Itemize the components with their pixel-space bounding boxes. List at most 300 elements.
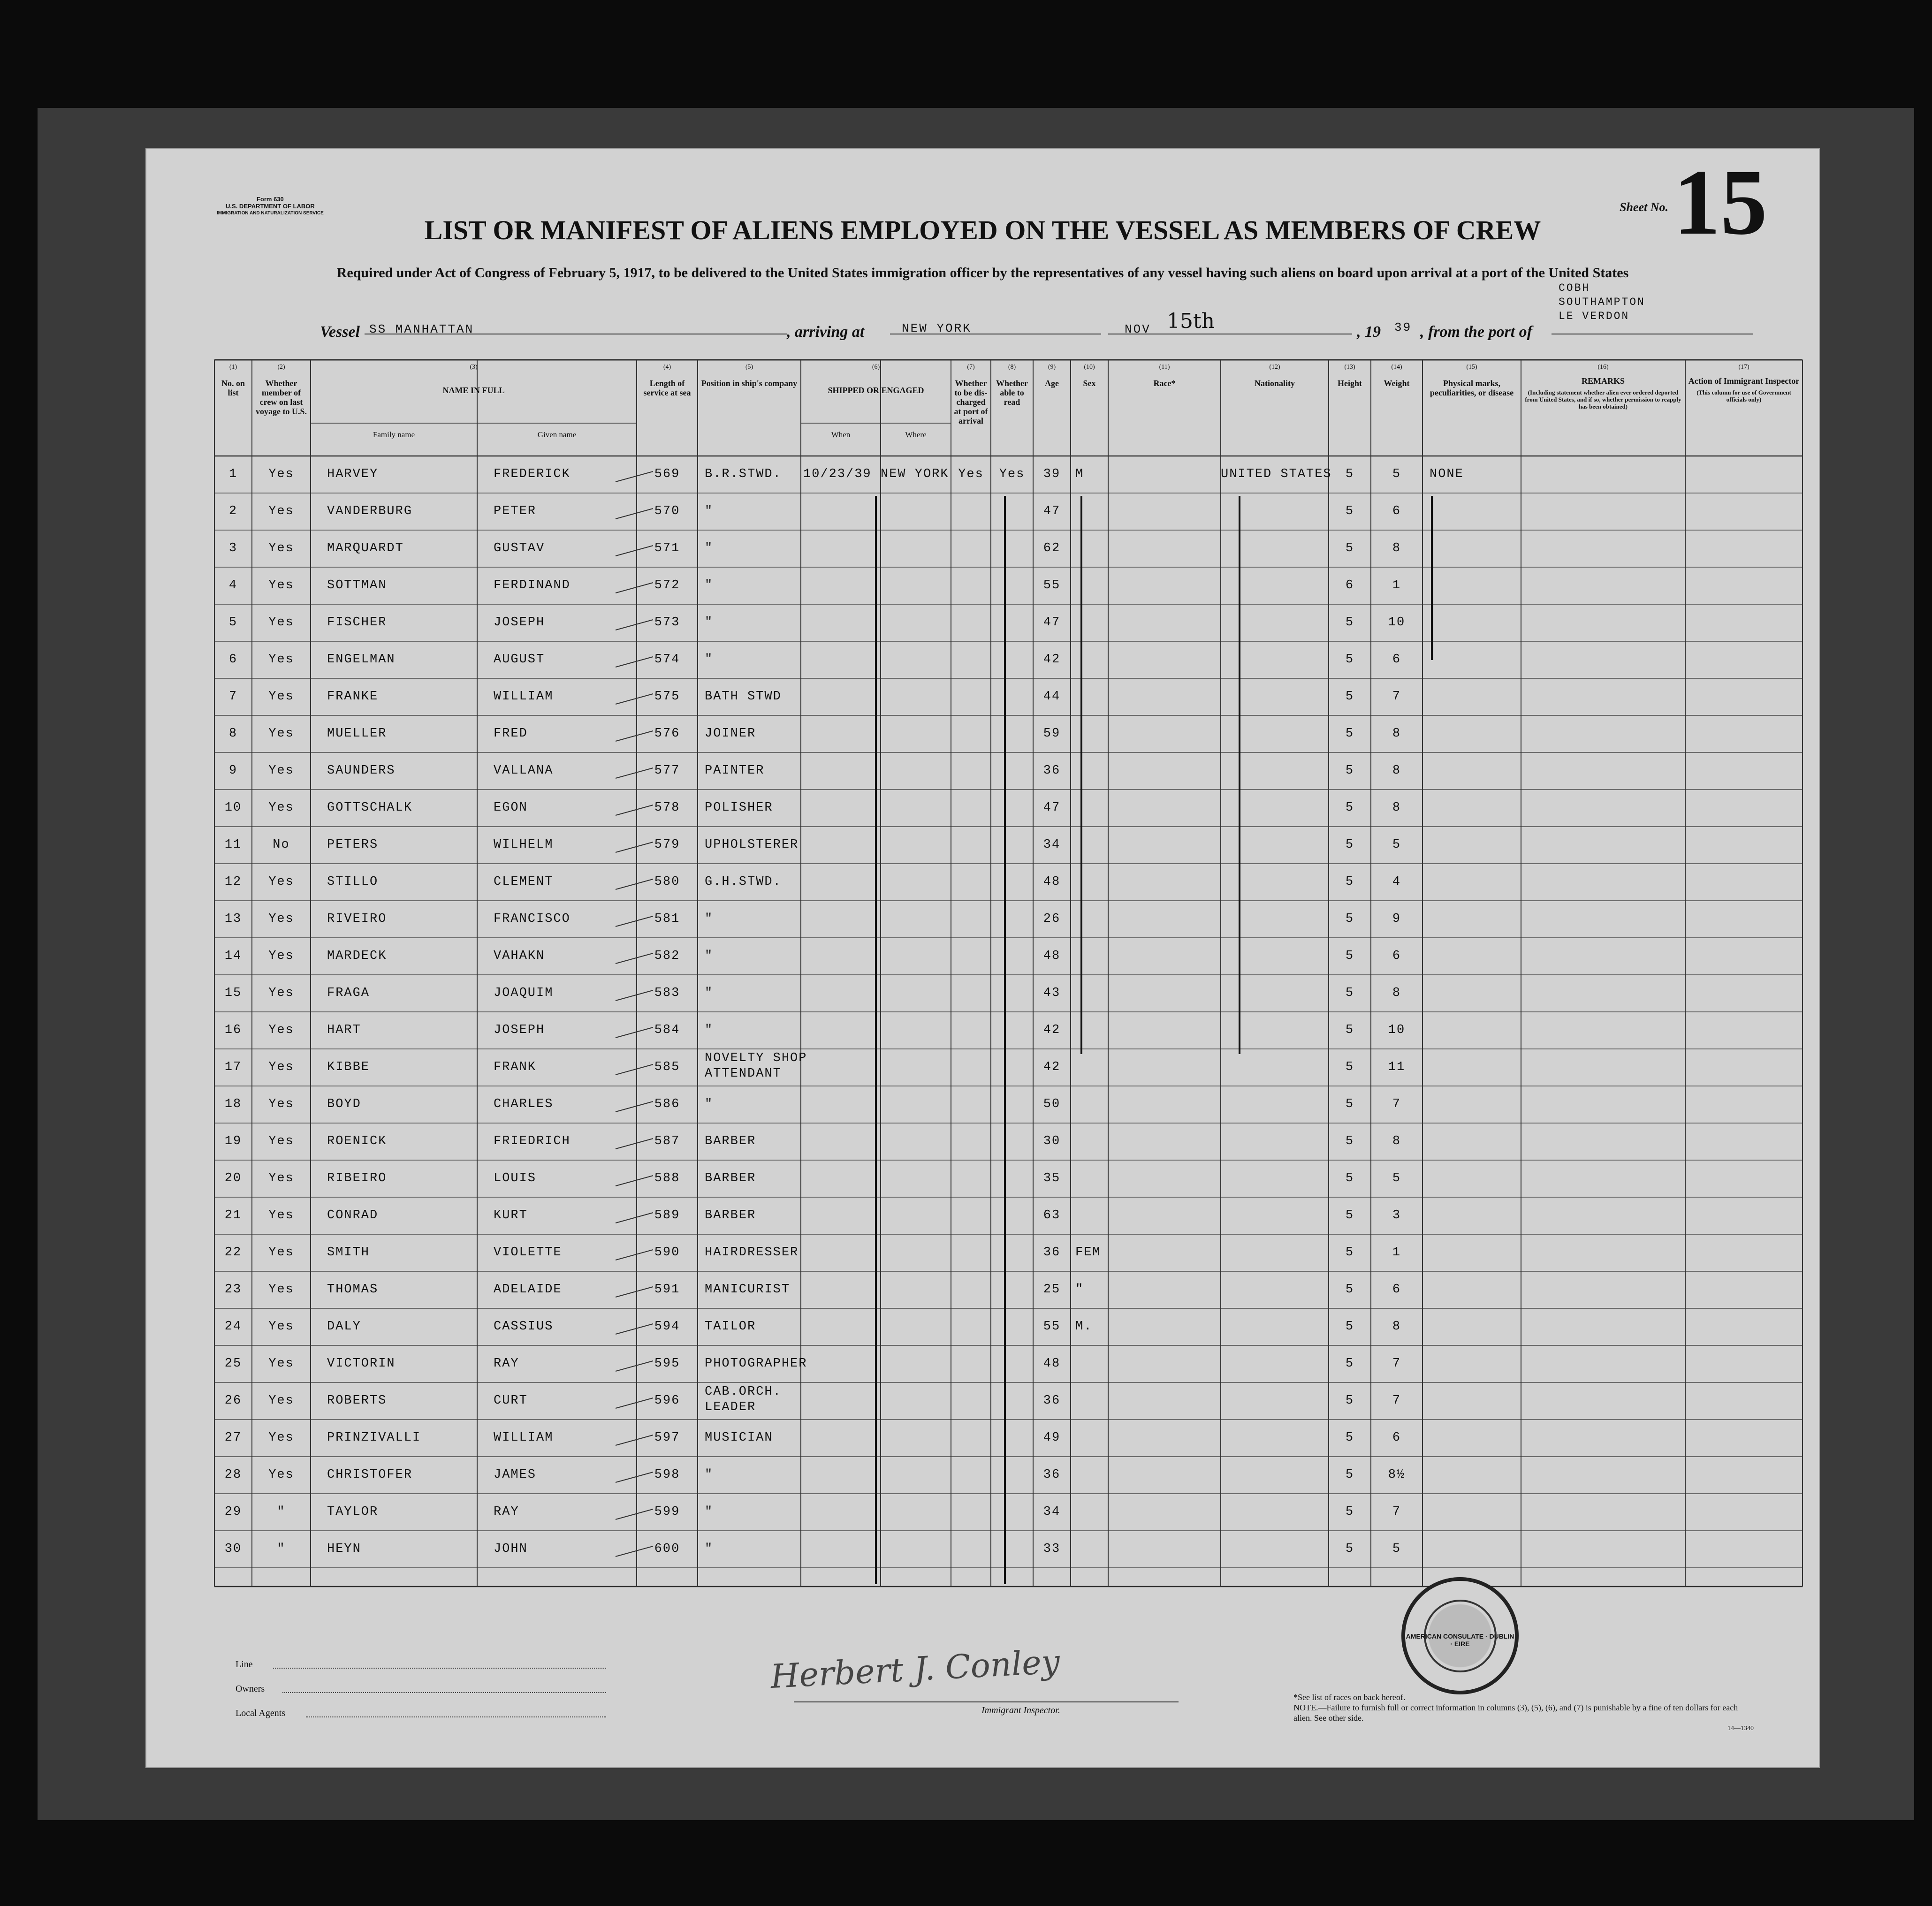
- cell-ht: 5: [1345, 875, 1354, 889]
- cell-ht: 6: [1345, 578, 1354, 592]
- local-agents-label: Local Agents: [236, 1708, 286, 1718]
- cell-service: 577: [654, 764, 680, 778]
- cell-family: BOYD: [327, 1097, 361, 1111]
- column-number: (7): [967, 364, 975, 371]
- owners-label: Owners: [236, 1684, 265, 1694]
- departure-port: SOUTHAMPTON: [1559, 296, 1645, 308]
- cell-ht: 5: [1345, 1097, 1354, 1111]
- cell-position: G.H.STWD.: [705, 875, 782, 889]
- table-row: [214, 975, 1803, 1012]
- cell-family: KIBBE: [327, 1060, 370, 1074]
- cell-service: 571: [654, 541, 680, 555]
- cell-wt: 11: [1388, 1060, 1406, 1074]
- cell-family: MUELLER: [327, 727, 387, 741]
- cell-wt: 8: [1392, 1134, 1401, 1148]
- arrival-day: 15th: [1167, 309, 1215, 333]
- table-row: [214, 864, 1803, 901]
- form-number: Form 630: [256, 196, 284, 203]
- cell-age: 59: [1043, 727, 1061, 741]
- column-subheader: Family name: [373, 430, 415, 439]
- cell-ht: 5: [1345, 1171, 1354, 1185]
- cell-position: ": [705, 578, 714, 592]
- table-row: [214, 678, 1803, 715]
- cell-no: 2: [228, 504, 238, 518]
- cell-no: 12: [224, 875, 242, 889]
- table-row: [214, 1494, 1803, 1531]
- cell-wt: 7: [1392, 690, 1401, 704]
- cell-family: HEYN: [327, 1542, 361, 1556]
- cell-given: ADELAIDE: [494, 1283, 562, 1297]
- cell-position: CAB.ORCH.: [705, 1385, 782, 1399]
- table-row: [214, 1420, 1803, 1457]
- cell-ht: 5: [1345, 764, 1354, 778]
- cell-no: 6: [228, 653, 238, 667]
- cell-family: GOTTSCHALK: [327, 801, 413, 815]
- cell-wt: 5: [1392, 1542, 1401, 1556]
- table-row: [214, 456, 1803, 493]
- cell-age: 44: [1043, 690, 1061, 704]
- cell-position: HAIRDRESSER: [705, 1245, 799, 1260]
- column-number: (6): [872, 364, 880, 371]
- cell-last: Yes: [268, 764, 294, 778]
- cell-no: 16: [224, 1023, 242, 1037]
- cell-family: THOMAS: [327, 1283, 379, 1297]
- page-title: LIST OR MANIFEST OF ALIENS EMPLOYED ON THE VESSEL AS MEMBERS OF CREW: [424, 215, 1541, 245]
- cell-no: 1: [228, 467, 238, 481]
- cell-given: FERDINAND: [494, 578, 570, 592]
- cell-age: 25: [1043, 1283, 1061, 1297]
- cell-last: Yes: [268, 1283, 294, 1297]
- cell-no: 20: [224, 1171, 242, 1185]
- cell-family: FISCHER: [327, 615, 387, 630]
- cell-ht: 5: [1345, 1023, 1354, 1037]
- cell-family: ENGELMAN: [327, 653, 396, 667]
- cell-service: 572: [654, 578, 680, 592]
- table-row: [214, 1197, 1803, 1234]
- cell-position: B.R.STWD.: [705, 467, 782, 481]
- table-row: [214, 1271, 1803, 1308]
- cell-given: FRANK: [494, 1060, 537, 1074]
- table-row: [214, 641, 1803, 678]
- cell-given: VIOLETTE: [494, 1245, 562, 1260]
- cell-wt: 8: [1392, 986, 1401, 1000]
- column-header: Physical marks, peculiarities, or disease: [1430, 379, 1514, 397]
- column-subheader: Where: [905, 430, 927, 439]
- cell-service: 578: [654, 801, 680, 815]
- cell-wt: 8: [1392, 764, 1401, 778]
- cell-ht: 5: [1345, 727, 1354, 741]
- column-number: (15): [1466, 364, 1477, 371]
- cell-family: ROBERTS: [327, 1394, 387, 1408]
- column-number: (3): [470, 364, 478, 371]
- cell-position: ": [705, 949, 714, 963]
- cell-ht: 5: [1345, 1468, 1354, 1482]
- cell-position: MANICURIST: [705, 1283, 791, 1297]
- column-number: (2): [277, 364, 285, 371]
- cell-position: ": [705, 1097, 714, 1111]
- column-number: (10): [1084, 364, 1095, 371]
- table-row: [214, 752, 1803, 790]
- table-row: [214, 1531, 1803, 1568]
- cell-no: 28: [224, 1468, 242, 1482]
- cell-position: ": [705, 615, 714, 630]
- cell-ht: 5: [1345, 1357, 1354, 1371]
- departure-port: LE VERDON: [1559, 310, 1630, 322]
- column-header: Race*: [1153, 379, 1176, 388]
- cell-wt: 1: [1392, 1245, 1401, 1260]
- cell-ht: 5: [1345, 615, 1354, 630]
- cell-position: ": [705, 1505, 714, 1519]
- cell-no: 13: [224, 912, 242, 926]
- cell-last: Yes: [268, 801, 294, 815]
- column-number: (16): [1597, 364, 1609, 371]
- cell-no: 5: [228, 615, 238, 630]
- seal-text: AMERICAN CONSULATE · DUBLIN · EIRE: [1406, 1633, 1514, 1648]
- cell-family: HART: [327, 1023, 361, 1037]
- cell-last: Yes: [268, 1357, 294, 1371]
- cell-position: ": [705, 653, 714, 667]
- cell-no: 7: [228, 690, 238, 704]
- cell-wt: 8: [1392, 1320, 1401, 1334]
- cell-wt: 8: [1392, 727, 1401, 741]
- cell-age: 55: [1043, 1320, 1061, 1334]
- cell-family: SMITH: [327, 1245, 370, 1260]
- table-row: [214, 604, 1803, 641]
- column-subheader: (Including statement whether alien ever ordered deported from United States, and if so, whether permission to reapply has been obtained): [1525, 389, 1681, 410]
- cell-last: Yes: [268, 1468, 294, 1482]
- cell-last: Yes: [268, 615, 294, 630]
- cell-no: 3: [228, 541, 238, 555]
- table-row: [214, 790, 1803, 827]
- cell-service: 590: [654, 1245, 680, 1260]
- cell-position: TAILOR: [705, 1320, 756, 1334]
- cell-service: 581: [654, 912, 680, 926]
- cell-service: 587: [654, 1134, 680, 1148]
- failure-note: NOTE.—Failure to furnish full or correct information in columns (3), (5), (6), and (7) is punishable by a fine of ten dollars for each alien. See other side.: [1293, 1703, 1738, 1723]
- cell-age: 48: [1043, 949, 1061, 963]
- cell-service: 585: [654, 1060, 680, 1074]
- cell-age: 36: [1043, 764, 1061, 778]
- cell-ht: 5: [1345, 1283, 1354, 1297]
- cell-no: 22: [224, 1245, 242, 1260]
- cell-wt: 6: [1392, 1283, 1401, 1297]
- table-row: [214, 1308, 1803, 1345]
- cell-ht: 5: [1345, 1208, 1354, 1223]
- cell-wt: 6: [1392, 653, 1401, 667]
- cell-last: Yes: [268, 1320, 294, 1334]
- cell-service: 589: [654, 1208, 680, 1223]
- cell-wt: 7: [1392, 1097, 1401, 1111]
- cell-no: 21: [224, 1208, 242, 1223]
- arriving-label: , arriving at: [787, 323, 865, 341]
- cell-given: CLEMENT: [494, 875, 554, 889]
- line-label: Line: [236, 1659, 253, 1670]
- cell-service: 580: [654, 875, 680, 889]
- cell-service: 588: [654, 1171, 680, 1185]
- consulate-seal: [1401, 1577, 1519, 1694]
- cell-marks: NONE: [1430, 467, 1464, 481]
- cell-wt: 6: [1392, 949, 1401, 963]
- cell-given: JOSEPH: [494, 1023, 545, 1037]
- column-number: (8): [1008, 364, 1016, 371]
- cell-given: GUSTAV: [494, 541, 545, 555]
- column-subheader: (This column for use of Government officials only): [1696, 389, 1791, 403]
- column-header: Weight: [1384, 379, 1410, 388]
- cell-service: 591: [654, 1283, 680, 1297]
- cell-position: PHOTOGRAPHER: [705, 1357, 807, 1371]
- cell-ht: 5: [1345, 541, 1354, 555]
- cell-ht: 5: [1345, 653, 1354, 667]
- cell-age: 42: [1043, 1060, 1061, 1074]
- column-number: (1): [229, 364, 237, 371]
- cell-family: FRAGA: [327, 986, 370, 1000]
- cell-given: JOSEPH: [494, 615, 545, 630]
- cell-given: EGON: [494, 801, 528, 815]
- cell-family: VANDERBURG: [327, 504, 413, 518]
- cell-wt: 5: [1392, 467, 1401, 481]
- arrival-year: 39: [1394, 320, 1412, 334]
- cell-last: ": [277, 1542, 286, 1556]
- cell-position: MUSICIAN: [705, 1431, 773, 1445]
- table-row: [214, 901, 1803, 938]
- cell-ht: 5: [1345, 1245, 1354, 1260]
- cell-last: Yes: [268, 1134, 294, 1148]
- cell-position: NOVELTY SHOP: [705, 1051, 807, 1065]
- cell-ht: 5: [1345, 1394, 1354, 1408]
- cell-where: NEW YORK: [881, 467, 949, 481]
- cell-sex: ": [1075, 1283, 1084, 1297]
- column-header: Action of Immigrant Inspector: [1688, 376, 1800, 386]
- cell-given: WILHELM: [494, 838, 554, 852]
- cell-age: 47: [1043, 615, 1061, 630]
- cell-nationality: UNITED STATES: [1221, 467, 1332, 481]
- cell-age: 26: [1043, 912, 1061, 926]
- cell-age: 34: [1043, 1505, 1061, 1519]
- table-row: [214, 1160, 1803, 1197]
- cell-age: 48: [1043, 1357, 1061, 1371]
- cell-family: VICTORIN: [327, 1357, 396, 1371]
- cell-wt: 10: [1388, 1023, 1406, 1037]
- from-port-label: , from the port of: [1420, 323, 1532, 341]
- cell-age: 36: [1043, 1468, 1061, 1482]
- table-row: [214, 1049, 1803, 1086]
- cell-age: 36: [1043, 1394, 1061, 1408]
- cell-wt: 5: [1392, 1171, 1401, 1185]
- cell-family: MARQUARDT: [327, 541, 404, 555]
- cell-given: JAMES: [494, 1468, 537, 1482]
- cell-position: ": [705, 986, 714, 1000]
- cell-wt: 8: [1392, 541, 1401, 555]
- column-number: (17): [1738, 364, 1749, 371]
- cell-given: FRANCISCO: [494, 912, 570, 926]
- cell-position: UPHOLSTERER: [705, 838, 799, 852]
- cell-age: 49: [1043, 1431, 1061, 1445]
- column-number: (12): [1269, 364, 1280, 371]
- cell-sex: FEM: [1075, 1245, 1101, 1260]
- cell-family: ROENICK: [327, 1134, 387, 1148]
- signature-line: [794, 1701, 1179, 1702]
- cell-service: 570: [654, 504, 680, 518]
- cell-last: Yes: [268, 1208, 294, 1223]
- cell-no: 8: [228, 727, 238, 741]
- cell-position-line2: LEADER: [705, 1400, 756, 1414]
- cell-service: 579: [654, 838, 680, 852]
- column-header: Nationality: [1254, 379, 1295, 388]
- cell-position: ": [705, 504, 714, 518]
- cell-given: FREDERICK: [494, 467, 570, 481]
- vessel-label: Vessel: [320, 323, 360, 341]
- owners-fill: [282, 1692, 606, 1693]
- races-note: *See list of races on back hereof.: [1293, 1693, 1406, 1702]
- cell-wt: 4: [1392, 875, 1401, 889]
- table-row: [214, 1345, 1803, 1382]
- cell-age: 34: [1043, 838, 1061, 852]
- cell-position: ": [705, 1468, 714, 1482]
- arrival-month: NOV: [1125, 322, 1151, 336]
- cell-no: 11: [224, 838, 242, 852]
- cell-last: Yes: [268, 1171, 294, 1185]
- cell-no: 15: [224, 986, 242, 1000]
- cell-wt: 10: [1388, 615, 1406, 630]
- cell-when: 10/23/39: [803, 467, 872, 481]
- cell-last: Yes: [268, 1023, 294, 1037]
- cell-ht: 5: [1345, 912, 1354, 926]
- cell-service: 598: [654, 1468, 680, 1482]
- cell-service: 586: [654, 1097, 680, 1111]
- vessel-name: SS MANHATTAN: [369, 322, 474, 336]
- column-header: Whether to be dis-charged at port of arrival: [954, 379, 988, 425]
- cell-given: RAY: [494, 1505, 519, 1519]
- cell-last: Yes: [268, 1060, 294, 1074]
- inspector-signature: Herbert J. Conley: [769, 1642, 1061, 1696]
- cell-wt: 6: [1392, 1431, 1401, 1445]
- table-row: [214, 1123, 1803, 1160]
- cell-family: CONRAD: [327, 1208, 379, 1223]
- cell-given: VALLANA: [494, 764, 554, 778]
- column-header: Age: [1045, 379, 1059, 388]
- table-row: [214, 1234, 1803, 1271]
- cell-service: 596: [654, 1394, 680, 1408]
- cell-position: JOINER: [705, 727, 756, 741]
- column-subheader: When: [831, 430, 851, 439]
- cell-position: ": [705, 912, 714, 926]
- form-service: IMMIGRATION AND NATURALIZATION SERVICE: [217, 211, 324, 216]
- cell-family: TAYLOR: [327, 1505, 379, 1519]
- table-row: [214, 938, 1803, 975]
- cell-no: 29: [224, 1505, 242, 1519]
- cell-last: Yes: [268, 912, 294, 926]
- cell-discharged: Yes: [958, 467, 984, 481]
- cell-family: RIVEIRO: [327, 912, 387, 926]
- cell-sex: M: [1075, 467, 1084, 481]
- cell-given: KURT: [494, 1208, 528, 1223]
- cell-position: ": [705, 541, 714, 555]
- cell-ht: 5: [1345, 504, 1354, 518]
- arriving-port: NEW YORK: [902, 321, 972, 335]
- cell-no: 9: [228, 764, 238, 778]
- page-subtitle: Required under Act of Congress of February 5, 1917, to be delivered to the United States immigration officer by the representatives of any vessel having such aliens on board upon arrival at a port of the United States: [336, 265, 1629, 281]
- cell-position-line2: ATTENDANT: [705, 1067, 782, 1081]
- cell-ht: 5: [1345, 1505, 1354, 1519]
- cell-age: 42: [1043, 1023, 1061, 1037]
- cell-service: 569: [654, 467, 680, 481]
- cell-family: MARDECK: [327, 949, 387, 963]
- manifest-sheet: [145, 148, 1820, 1768]
- cell-ht: 5: [1345, 1134, 1354, 1148]
- cell-given: CURT: [494, 1394, 528, 1408]
- cell-ht: 5: [1345, 1060, 1354, 1074]
- cell-wt: 7: [1392, 1394, 1401, 1408]
- cell-no: 27: [224, 1431, 242, 1445]
- cell-family: SAUNDERS: [327, 764, 396, 778]
- cell-given: AUGUST: [494, 653, 545, 667]
- cell-age: 33: [1043, 1542, 1061, 1556]
- cell-wt: 3: [1392, 1208, 1401, 1223]
- year-prefix: , 19: [1357, 323, 1381, 341]
- table-row: [214, 567, 1803, 604]
- table-row: [214, 1086, 1803, 1123]
- cell-service: 582: [654, 949, 680, 963]
- cell-given: LOUIS: [494, 1171, 537, 1185]
- cell-service: 597: [654, 1431, 680, 1445]
- table-row: [214, 530, 1803, 567]
- cell-sex: M.: [1075, 1320, 1093, 1334]
- cell-service: 576: [654, 727, 680, 741]
- column-header: Position in ship's company: [701, 379, 798, 388]
- cell-wt: 1: [1392, 578, 1401, 592]
- cell-last: Yes: [268, 875, 294, 889]
- cell-last: Yes: [268, 1431, 294, 1445]
- column-number: (4): [663, 364, 671, 371]
- cell-service: 583: [654, 986, 680, 1000]
- cell-service: 600: [654, 1542, 680, 1556]
- form-department: U.S. DEPARTMENT OF LABOR: [226, 203, 315, 210]
- cell-last: Yes: [268, 1245, 294, 1260]
- cell-ht: 5: [1345, 467, 1354, 481]
- column-header: NAME IN FULL: [442, 386, 505, 395]
- column-header: REMARKS: [1581, 376, 1625, 386]
- cell-last: Yes: [268, 986, 294, 1000]
- column-header: Whether able to read: [996, 379, 1028, 407]
- cell-given: VAHAKN: [494, 949, 545, 963]
- table-row: [214, 827, 1803, 864]
- cell-last: ": [277, 1505, 286, 1519]
- print-code: 14—1340: [1727, 1725, 1754, 1732]
- column-header: SHIPPED OR ENGAGED: [828, 386, 924, 395]
- column-number: (5): [745, 364, 753, 371]
- cell-ht: 5: [1345, 986, 1354, 1000]
- cell-given: JOHN: [494, 1542, 528, 1556]
- table-row: [214, 715, 1803, 752]
- cell-given: CHARLES: [494, 1097, 554, 1111]
- cell-no: 25: [224, 1357, 242, 1371]
- cell-service: 594: [654, 1320, 680, 1334]
- column-subheader: Given name: [537, 430, 577, 439]
- cell-age: 43: [1043, 986, 1061, 1000]
- line-fill: [273, 1668, 606, 1669]
- departure-port: COBH: [1559, 282, 1590, 294]
- sheet-label: Sheet No.: [1620, 200, 1668, 214]
- cell-position: POLISHER: [705, 801, 773, 815]
- cell-family: DALY: [327, 1320, 361, 1334]
- cell-family: CHRISTOFER: [327, 1468, 413, 1482]
- cell-given: WILLIAM: [494, 690, 554, 704]
- cell-last: Yes: [268, 541, 294, 555]
- cell-wt: 8½: [1388, 1468, 1406, 1482]
- cell-age: 47: [1043, 504, 1061, 518]
- cell-age: 42: [1043, 653, 1061, 667]
- column-header: Height: [1338, 379, 1362, 388]
